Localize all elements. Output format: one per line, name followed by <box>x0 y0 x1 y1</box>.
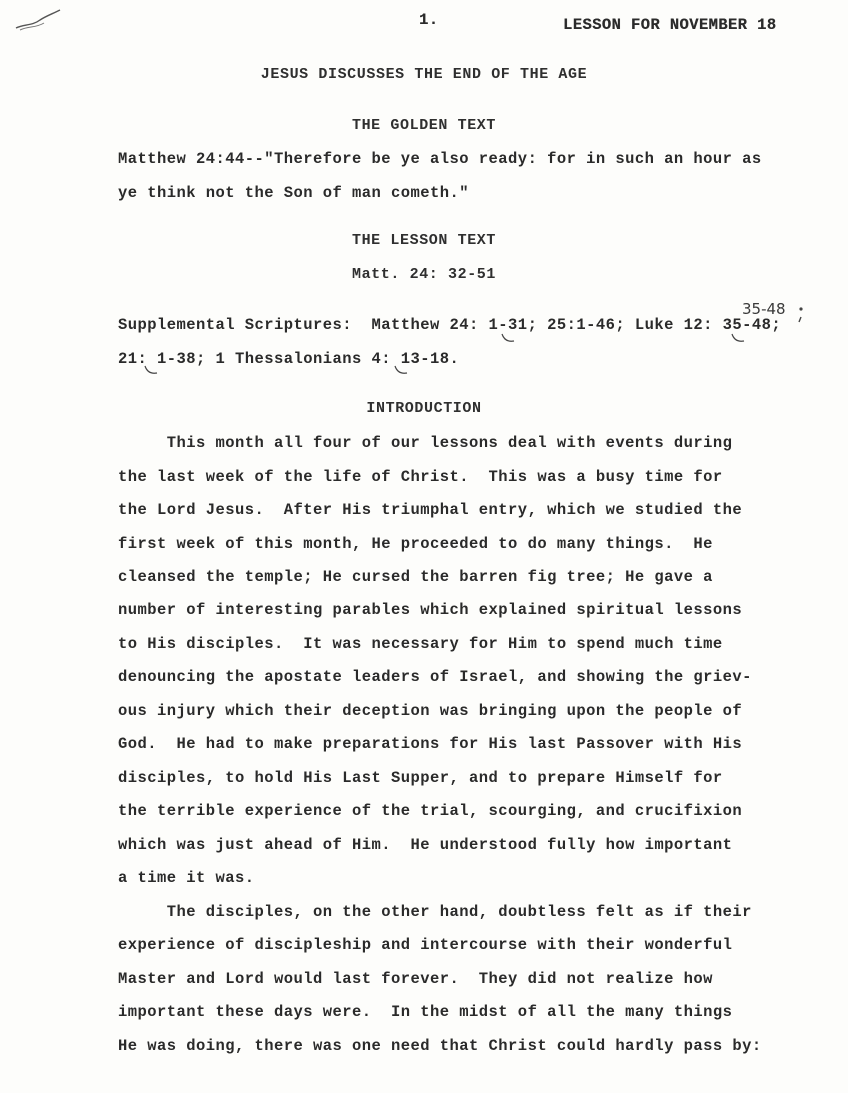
lesson-text-heading: THE LESSON TEXT <box>351 232 497 249</box>
paragraph-line: He was doing, there was one need that Christ could hardly pass by: <box>118 1037 762 1055</box>
pen-scribble-mark <box>14 6 64 36</box>
paragraph-line: Master and Lord would last forever. They did not realize how <box>118 970 713 988</box>
paragraph-line: ous injury which their deception was bringing upon the people of <box>118 702 743 720</box>
lesson-title: JESUS DISCUSSES THE END OF THE AGE <box>260 66 588 83</box>
paragraph-line: denouncing the apostate leaders of Israel, and showing the griev- <box>118 668 752 686</box>
paragraph-line: the Lord Jesus. After His triumphal entry, which we studied the <box>118 501 743 519</box>
paragraph-line: This month all four of our lessons deal with events during <box>118 434 733 452</box>
handwritten-correction: 35-48 <box>742 300 786 318</box>
lesson-text-reference: Matt. 24: 32-51 <box>351 266 497 283</box>
paragraph-line: first week of this month, He proceeded to do many things. He <box>118 535 713 553</box>
paragraph-line: experience of discipleship and intercourse with their wonderful <box>118 936 733 954</box>
paragraph-line: which was just ahead of Him. He understood fully how important <box>118 836 733 854</box>
paragraph-line: a time it was. <box>118 869 255 887</box>
paragraph-line: the last week of the life of Christ. This was a busy time for <box>118 468 723 486</box>
paragraph-line: the terrible experience of the trial, scourging, and crucifixion <box>118 802 743 820</box>
paragraph-line: The disciples, on the other hand, doubtless felt as if their <box>118 903 752 921</box>
supplemental-line: 21: 1-38; 1 Thessalonians 4: 13-18. <box>118 350 460 368</box>
paragraph-line: God. He had to make preparations for His last Passover with His <box>118 735 743 753</box>
introduction-heading: INTRODUCTION <box>366 400 482 417</box>
paragraph-line: to His disciples. It was necessary for Him to spend much time <box>118 635 723 653</box>
supplemental-line: Supplemental Scriptures: Matthew 24: 1-31; 25:1-46; Luke 12: 35-48; <box>118 316 782 334</box>
golden-text-line: Matthew 24:44--"Therefore be ye also ready: for in such an hour as <box>118 150 762 168</box>
page-number: 1. <box>419 11 439 29</box>
golden-text-line: ye think not the Son of man cometh." <box>118 184 470 202</box>
paragraph-line: important these days were. In the midst of all the many things <box>118 1003 733 1021</box>
paragraph-line: number of interesting parables which explained spiritual lessons <box>118 601 743 619</box>
paragraph-line: cleansed the temple; He cursed the barren fig tree; He gave a <box>118 568 713 586</box>
handwritten-semicolon-mark <box>796 304 816 324</box>
golden-text-heading: THE GOLDEN TEXT <box>351 117 497 134</box>
lesson-date-label: LESSON FOR NOVEMBER 18 <box>563 16 777 34</box>
paragraph-line: disciples, to hold His Last Supper, and to prepare Himself for <box>118 769 723 787</box>
